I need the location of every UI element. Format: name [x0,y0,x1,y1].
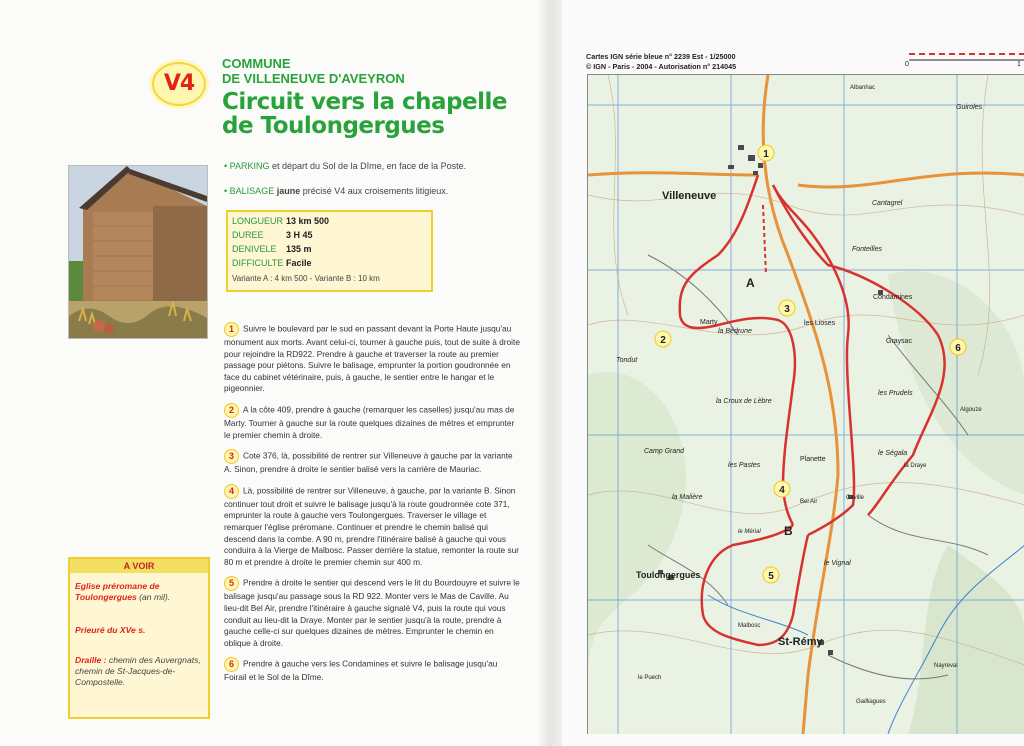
stat-elevation: DENIVELE 135 m [232,244,312,254]
label-le-segala: le Ségala [878,450,908,457]
label-la-bedrune: la Bédrune [718,328,752,335]
parking-text: et départ du Sol de la Dîme, en face de la Poste. [269,161,467,171]
route-code: V4 [163,71,195,96]
label-guiroles: Guiroles [956,104,983,111]
label-camp-grand: Camp Grand [644,448,685,455]
label-les-pastes: les Pastes [728,462,761,469]
step-text: Cote 376, là, possibilité de rentrer sur Villeneuve à gauche par la variante A. Sinon, prendre à droite le sentier balisé vers la carrière de Mauriac. [224,450,513,475]
step-text: Là, possibilité de rentrer sur Villeneuve, à gauche, par la variante B. Sinon continuer tout droit et suivre le balisage jusqu'à la route goudronnée cote 371, emprunter la route à gauche vers Toulongergues. Traverser le village et remarquer l'église préromane. Continuer et prendre le chemin balisé qui descend dans la combe. A 90 m, prendre l'itinéraire balisé à gauche qui vous conduira à la Vierge de Malbosc. Passer derrière la statue, remonter la route sur 80 m et prendre à droite le premier chemin sur 400 m. [224,485,519,567]
variant-a-label: A [746,276,755,290]
label-le-puech: le Puech [638,675,662,681]
route-info-bullets [224,160,466,210]
route-directions [224,322,520,692]
direction-step [224,576,520,649]
balisage-line [224,185,466,198]
label-les-prudels: les Prudels [878,390,913,397]
page-title [222,90,507,138]
label-nayreval: Nayreval [934,663,958,669]
route-code-badge [152,62,206,106]
direction-step [224,403,520,441]
balisage-text: précisé V4 aux croisements litigieux. [300,186,449,196]
balisage-label: BALISAGE [229,186,275,196]
step-text: Prendre à gauche vers les Condamines et suivre le balisage jusqu'au Foirail et le Sol de la Dîme. [224,658,498,683]
map-marker-4: 4 [779,485,785,496]
step-text: Prendre à droite le sentier qui descend vers le lit du Bourdouyre et suivre le balisage jusqu'au passage sous la RD 922. Monter vers le Mas de Caville. Au lieu-dit Bel Air, prendre l'itinéraire à gauche signalé V4, puis la route qui vous conduit au lieu-dit la Draye. Monter par le sentier jusqu'à la route, prendre à gauche celle-ci sur quelques dizaines de mètres. Emprunter le chemin en oblique à droite. [224,578,520,648]
page-fold [538,0,564,746]
parking-line [224,160,466,173]
label-tondut: Tondut [616,357,638,364]
scale-zero: 0 [905,61,909,66]
label-bel-air: Bel Air [800,499,818,505]
step-number: 3 [224,449,239,464]
label-planette: Planette [800,456,826,463]
step-number: 4 [224,484,239,499]
label-st-remy: St-Rémy [778,636,823,648]
parking-label: PARKING [229,161,270,171]
label-la-maliere: la Malière [672,494,703,501]
direction-step [224,484,520,569]
bullet-icon: • [224,161,228,171]
label-albanhac: Albanhac [850,85,876,91]
label-marty: Marty [700,319,718,326]
variant-b-label: B [784,524,793,538]
map-marker-1: 1 [763,149,769,160]
title-line2: de Toulongergues [222,113,445,139]
step-number: 5 [224,576,239,591]
stat-difficulty: DIFFICULTE Facile [232,258,312,268]
map-scale-bar [905,52,1024,66]
label-les-lioses: les Lioses [804,320,836,327]
scale-one: 1 [1017,61,1021,66]
a-voir-item-draille: Draille : chemin des Auvergnats, chemin de St-Jacques-de-Compostelle. [75,655,201,687]
label-villeneuve: Villeneuve [662,190,717,202]
title-line1: Circuit vers la chapelle [222,89,508,115]
map-marker-2: 2 [660,335,666,346]
map-caption-line1: Cartes IGN série bleue n° 2239 Est - 1/25000 [586,52,736,61]
bullet-icon: • [224,186,228,196]
a-voir-item-priory: Prieuré du XVe s. [75,625,146,635]
a-voir-item-church: Eglise préromane de Toulongergues (an mil). [75,581,171,602]
label-cantagrel: Cantagrel [872,200,903,207]
commune-heading [222,56,405,86]
commune-line1: COMMUNE [222,56,291,71]
topographic-map [587,74,1024,734]
a-voir-heading: A VOIR [70,559,208,573]
map-caption [586,52,736,72]
map-caption-line2: © IGN - Paris - 2004 - Autorisation n° 214045 [586,62,737,71]
stat-duration: DUREE 3 H 45 [232,230,313,240]
direction-step [224,322,520,395]
label-graysac: Graysac [886,338,913,345]
variants-text: Variante A : 4 km 500 - Variante B : 10 km [232,274,380,283]
label-caville: Caville [846,495,865,501]
step-number: 6 [224,657,239,672]
label-gailliagues: Gailliagues [856,699,886,705]
a-voir-box [68,557,210,719]
chapel-photo [68,165,208,339]
chapel-illustration [69,166,207,338]
direction-step [224,657,520,684]
step-text: A la côte 409, prendre à gauche (remarquer les caselles) jusqu'au mas de Marty. Tourner à gauche sur la route quelques dizaines de mètres et emprunter le premier chemin à droite. [224,404,515,440]
label-croux-de-lebre: la Croux de Lèbre [716,398,772,405]
map-graphic [588,75,1024,734]
label-le-merial: le Mérial [738,529,761,535]
direction-step [224,449,520,476]
map-marker-3: 3 [784,304,790,315]
label-le-vignal: le Vignal [824,560,851,567]
label-algouze: Algouze [960,407,982,413]
map-marker-6: 6 [955,343,961,354]
label-toulongergues: Toulongergues [636,570,701,580]
label-condamines: Condamines [873,294,913,301]
label-malbosc: Malbosc [738,623,761,629]
step-number: 1 [224,322,239,337]
commune-line2: DE VILLENEUVE D'AVEYRON [222,71,405,86]
map-marker-5: 5 [768,571,774,582]
balisage-color: jaune [276,186,301,196]
label-la-draye: la Draye [904,463,927,469]
step-text: Suivre le boulevard par le sud en passant devant la Porte Haute jusqu'au monument aux morts. Avant celui-ci, tourner à gauche puis, tout de suite à droite pour rejoindre la RD922. Prendre à gauche et traverser la route au premier passage pour piétons. Suivre le balisage, emprunter la portion goudronnée en face du cabinet vétérinaire, puis, à gauche, le sentier entre le hangar et le pigeonnier. [224,323,520,394]
label-fonteilles: Fonteilles [852,246,882,253]
step-number: 2 [224,403,239,418]
stat-length: LONGUEUR 13 km 500 [232,216,330,226]
route-stats-box [226,210,433,292]
